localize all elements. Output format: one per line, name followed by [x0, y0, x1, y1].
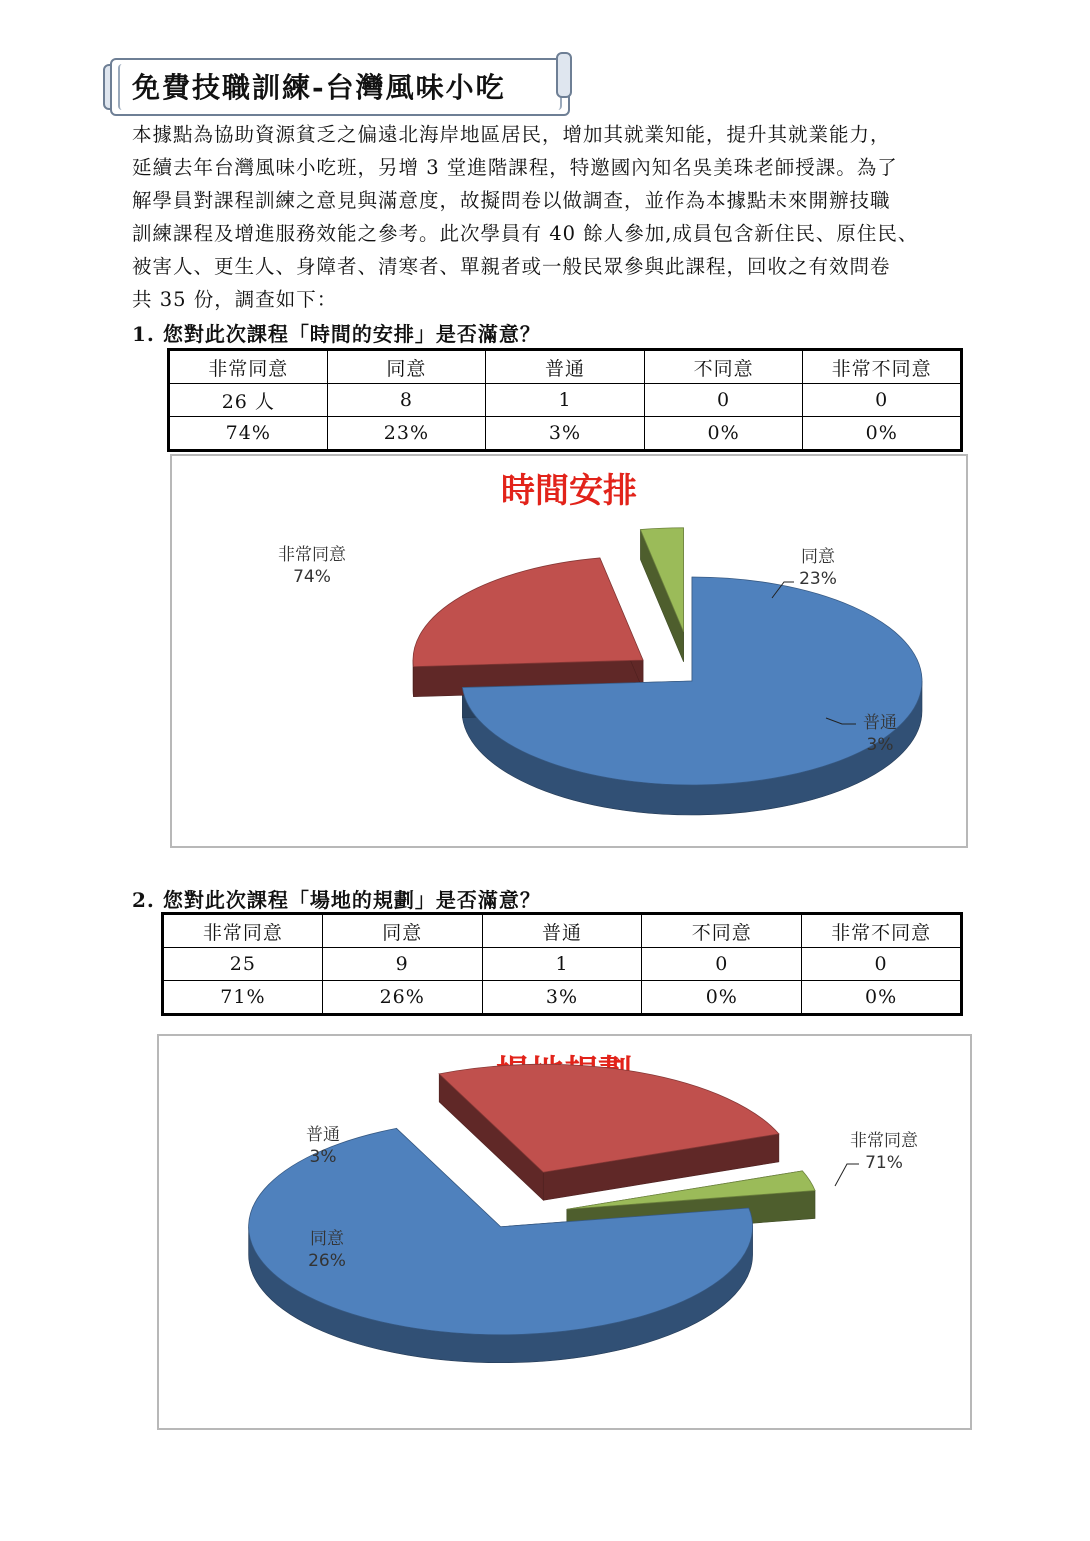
- data-label-category: 普通: [863, 713, 897, 733]
- table-cell: 0: [802, 948, 962, 981]
- table-cell: 0: [642, 948, 802, 981]
- data-label-value: 74%: [293, 567, 331, 587]
- table-cell: 0: [803, 384, 962, 417]
- table-cell: 25: [163, 948, 323, 981]
- table-cell: 0%: [644, 417, 803, 451]
- data-label-value: 3%: [866, 735, 894, 755]
- title-banner: [110, 58, 570, 116]
- data-label-category: 非常同意: [278, 545, 346, 565]
- table-header-cell: 不同意: [642, 914, 802, 948]
- table-cell: 3%: [482, 981, 642, 1015]
- table-cell: 0%: [642, 981, 802, 1015]
- pie-slice-同意: [413, 558, 643, 667]
- table-cell: 0%: [802, 981, 962, 1015]
- table-cell: 1: [482, 948, 642, 981]
- table-header-row: [163, 914, 962, 948]
- table-header-cell: 非常不同意: [802, 914, 962, 948]
- table-cell: 9: [322, 948, 482, 981]
- table-header-cell: 非常不同意: [803, 350, 962, 384]
- intro-line: 訓練課程及增進服務效能之參考。此次學員有 40 餘人參加,成員包含新住民、原住民、: [132, 222, 919, 245]
- table-row-percents: [169, 417, 962, 451]
- pie-slice-普通: [640, 528, 683, 632]
- pie-chart-venue: [159, 1036, 970, 1428]
- table-cell: 0: [644, 384, 803, 417]
- pie-chart-time: [172, 456, 966, 846]
- survey-table-2: [161, 912, 963, 1016]
- table-cell: 74%: [169, 417, 328, 451]
- table-cell: 26%: [322, 981, 482, 1015]
- table-cell: 3%: [486, 417, 645, 451]
- table-cell: 8: [327, 384, 486, 417]
- chart-1-frame: [170, 454, 968, 848]
- intro-line: 解學員對課程訓練之意見與滿意度，故擬問卷以做調查，並作為本據點未來開辦技職: [132, 189, 891, 212]
- table-header-cell: 普通: [482, 914, 642, 948]
- data-label-value: 71%: [865, 1153, 903, 1173]
- data-label-category: 非常同意: [850, 1131, 918, 1151]
- data-label-value: 23%: [799, 569, 837, 589]
- pie-slices: [413, 528, 922, 815]
- question-2: 2. 您對此次課程「場地的規劃」是否滿意？: [132, 888, 541, 912]
- intro-line: 延續去年台灣風味小吃班，另增 3 堂進階課程，特邀國內知名吳美珠老師授課。為了: [132, 156, 898, 179]
- leader-line: [835, 1164, 859, 1186]
- table-cell: 0%: [803, 417, 962, 451]
- table-header-cell: 非常同意: [169, 350, 328, 384]
- table-row-percents: [163, 981, 962, 1015]
- data-label-category: 同意: [310, 1229, 344, 1249]
- banner-curl-right: [556, 52, 572, 98]
- table-cell: 23%: [327, 417, 486, 451]
- table-header-cell: 同意: [322, 914, 482, 948]
- pie-slices: [249, 1064, 815, 1363]
- data-label-value: 26%: [308, 1251, 346, 1271]
- survey-table-1: [167, 348, 963, 452]
- intro-line: 共 35 份，調查如下：: [132, 288, 338, 311]
- table-header-row: [169, 350, 962, 384]
- data-label-category: 普通: [306, 1125, 340, 1145]
- chart-2-frame: [157, 1034, 972, 1430]
- table-cell: 26 人: [169, 384, 328, 417]
- table-row-counts: [163, 948, 962, 981]
- data-label-value: 3%: [309, 1147, 337, 1167]
- table-row-counts: [169, 384, 962, 417]
- table-header-cell: 非常同意: [163, 914, 323, 948]
- chart-title: 時間安排: [501, 471, 637, 511]
- table-header-cell: 同意: [327, 350, 486, 384]
- question-1: 1. 您對此次課程「時間的安排」是否滿意？: [132, 322, 541, 346]
- intro-paragraph: [132, 118, 1012, 316]
- table-cell: 71%: [163, 981, 323, 1015]
- table-header-cell: 不同意: [644, 350, 803, 384]
- data-label-category: 同意: [801, 547, 835, 567]
- intro-line: 本據點為協助資源貧乏之偏遠北海岸地區居民，增加其就業知能，提升其就業能力，: [132, 123, 891, 146]
- intro-line: 被害人、更生人、身障者、清寒者、單親者或一般民眾參與此課程，回收之有效問卷: [132, 255, 891, 278]
- table-cell: 1: [486, 384, 645, 417]
- document-title: 免費技職訓練-台灣風味小吃: [132, 71, 506, 104]
- table-header-cell: 普通: [486, 350, 645, 384]
